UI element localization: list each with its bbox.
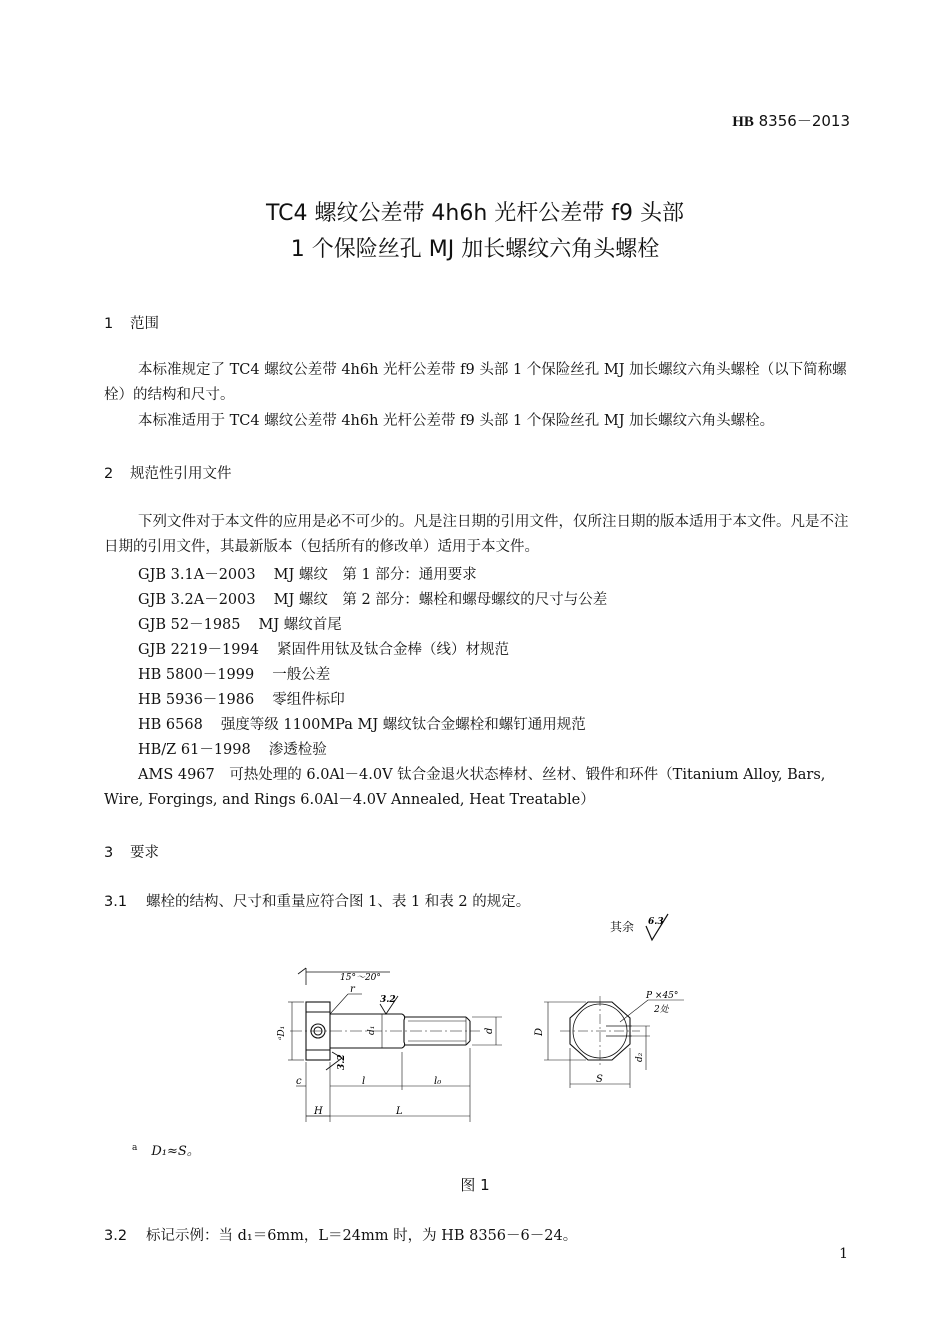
references-intro: 下列文件对于本文件的应用是必不可少的。凡是注日期的引用文件，仅所注日期的版本适用于本文件。凡是不注日期的引用文件，其最新版本（包括所有的修改单）适用于本文件。 [104,514,849,555]
section-heading-requirements: 3 要求 [104,845,159,861]
reference-item: HB/Z 61－1998 渗透检验 [138,742,327,758]
document-title-line-2: 1 个保险丝孔 MJ 加长螺纹六角头螺栓 [290,237,660,262]
section-heading-scope: 1 范围 [104,316,159,332]
svg-text:6.3: 6.3 [648,917,664,927]
document-title-line-1: TC4 螺纹公差带 4h6h 光杆公差带 f9 头部 [265,201,685,226]
reference-item: HB 5936－1986 零组件标印 [138,692,345,708]
reference-item-ams: AMS 4967 可热处理的 6.0Al－4.0V 钛合金退火状态棒材、丝材、锻件和环件（Titanium Alloy, Bars, Wire, Forgings, and Rings 6.0Al－4.0V Annealed, Heat Treatable） [104,767,826,808]
svg-text:2处: 2处 [654,1005,669,1015]
svg-text:l₀: l₀ [434,1076,442,1087]
roughness-note: 其余 [610,920,635,934]
page-number: 1 [839,1246,848,1262]
svg-text:r: r [350,984,355,995]
svg-text:15°～20°: 15°～20° [340,973,381,983]
svg-text:c: c [296,1076,302,1087]
scope-paragraph-2: 本标准适用于 TC4 螺纹公差带 4h6h 光杆公差带 f9 头部 1 个保险丝孔 MJ 加长螺纹六角头螺栓。 [138,413,775,429]
roughness-symbol-icon [644,912,674,946]
svg-text:H: H [314,1106,323,1117]
svg-text:P ×45°: P ×45° [646,991,679,1001]
svg-text:L: L [396,1106,403,1117]
reference-item: HB 6568 强度等级 1100MPa MJ 螺纹钛合金螺栓和螺钉通用规范 [138,717,586,733]
svg-text:d: d [484,1027,495,1034]
reference-item: GJB 3.1A－2003 MJ 螺纹 第 1 部分：通用要求 [138,567,477,583]
reference-item: GJB 2219－1994 紧固件用钛及钛合金棒（线）材规范 [138,642,509,658]
figure-caption: 图 1 [460,1176,490,1194]
svg-text:3.2: 3.2 [380,995,396,1005]
reference-item: HB 5800－1999 一般公差 [138,667,331,683]
section-heading-references: 2 规范性引用文件 [104,466,232,482]
clause-3-2: 3.2 标记示例：当 d₁＝6mm，L＝24mm 时，为 HB 8356－6－24。 [104,1228,578,1244]
bolt-drawing-figure [270,960,700,1130]
svg-text:d₂: d₂ [635,1052,645,1062]
clause-3-1: 3.1 螺栓的结构、尺寸和重量应符合图 1、表 1 和表 2 的规定。 [104,894,531,910]
svg-text:D: D [534,1027,545,1036]
svg-text:ᵃD₁: ᵃD₁ [277,1025,287,1040]
standard-number: HB 8356－2013 [732,112,850,130]
reference-item: GJB 3.2A－2003 MJ 螺纹 第 2 部分：螺栓和螺母螺纹的尺寸与公差 [138,592,608,608]
svg-text:S: S [596,1074,603,1085]
reference-item: GJB 52－1985 MJ 螺纹首尾 [138,617,342,633]
svg-text:d₁: d₁ [367,1025,377,1035]
figure-footnote: $^a$ D₁≈S。 [132,1142,200,1159]
svg-text:l: l [362,1076,366,1087]
svg-text:3.2: 3.2 [337,1054,347,1070]
scope-paragraph-1: 本标准规定了 TC4 螺纹公差带 4h6h 光杆公差带 f9 头部 1 个保险丝孔 MJ 加长螺纹六角头螺栓（以下简称螺栓）的结构和尺寸。 [104,362,847,403]
